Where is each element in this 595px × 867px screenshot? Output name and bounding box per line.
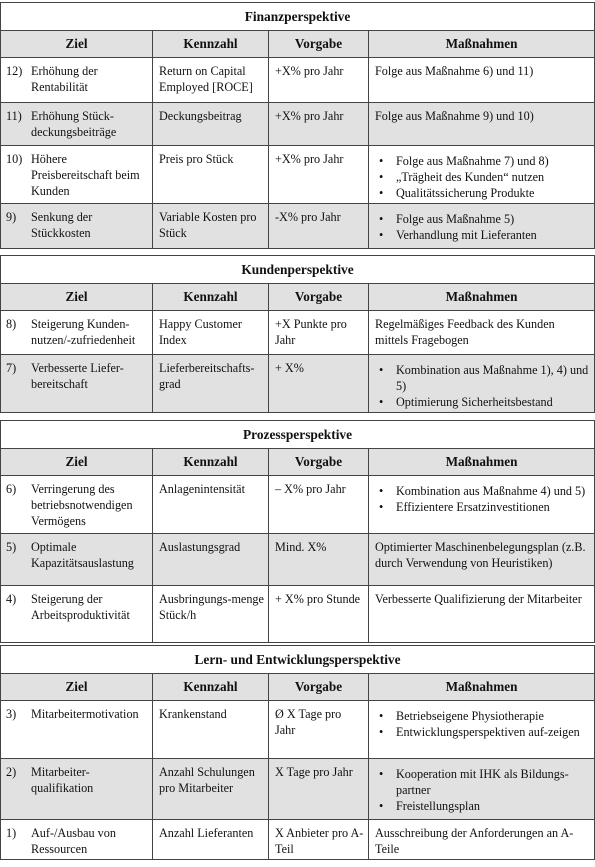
kpi-cell [153, 586, 269, 643]
goal-number: 4) [6, 592, 17, 606]
goal-number: 6) [6, 482, 17, 496]
kpi-text: Anzahl Schulungen pro Mitarbeiter [159, 765, 255, 795]
goal-number: 9) [6, 210, 17, 224]
goal-text: Senkung der Stückkosten [31, 210, 93, 240]
perspective-table [0, 255, 595, 413]
goal-cell [1, 820, 153, 860]
measure-item: • Optimierung Sicherheitsbestand [375, 394, 590, 410]
section-title: Prozessperspektive [1, 421, 595, 449]
measure-item: • Betriebseigene Physiotherapie [375, 708, 590, 724]
table-row [1, 701, 595, 759]
column-header-ziel: Ziel [1, 284, 153, 311]
column-header-ziel: Ziel [1, 674, 153, 701]
table-row [1, 58, 595, 103]
kpi-cell [153, 759, 269, 820]
kpi-text: Ausbringungs-menge Stück/h [159, 592, 264, 622]
table-row [1, 103, 595, 146]
measures-cell [369, 534, 595, 586]
kpi-cell [153, 311, 269, 355]
table-row [1, 311, 595, 355]
goal-number: 2) [6, 765, 17, 779]
section-title-row [1, 256, 595, 284]
goal-cell [1, 204, 153, 249]
kpi-cell [153, 820, 269, 860]
column-header-kennzahl: Kennzahl [153, 284, 269, 311]
target-text: Ø X Tage pro Jahr [275, 707, 342, 737]
measure-item: • Verhandlung mit Lieferanten [375, 227, 590, 243]
measures-list [375, 483, 590, 515]
kpi-text: Deckungsbeitrag [159, 109, 242, 123]
kpi-text: Preis pro Stück [159, 152, 234, 166]
kpi-text: Happy Customer Index [159, 317, 242, 347]
measures-cell [369, 311, 595, 355]
measures-cell [369, 146, 595, 204]
kpi-cell [153, 146, 269, 204]
goal-cell [1, 146, 153, 204]
goal-cell [1, 701, 153, 759]
measures-cell [369, 204, 595, 249]
measure-item: • Freistellungsplan [375, 798, 590, 814]
column-header-vorgabe: Vorgabe [269, 449, 369, 476]
target-cell [269, 204, 369, 249]
measure-item: • Folge aus Maßnahme 7) und 8) [375, 153, 590, 169]
target-cell [269, 355, 369, 413]
goal-cell [1, 759, 153, 820]
kpi-text: Anlagenintensität [159, 482, 245, 496]
measures-list [375, 153, 590, 201]
column-header-massnahmen: Maßnahmen [369, 674, 595, 701]
column-header-kennzahl: Kennzahl [153, 31, 269, 58]
perspective-table [0, 2, 595, 249]
goal-text: Auf-/Ausbau von Ressourcen [31, 826, 116, 856]
section-title: Lern- und Entwicklungsperspektive [1, 646, 595, 674]
column-header-row [1, 31, 595, 58]
goal-cell [1, 58, 153, 103]
column-header-ziel: Ziel [1, 449, 153, 476]
perspective-table [0, 420, 595, 643]
column-header-kennzahl: Kennzahl [153, 449, 269, 476]
column-header-vorgabe: Vorgabe [269, 284, 369, 311]
target-text: Mind. X% [275, 540, 327, 554]
measures-cell [369, 476, 595, 534]
measures-cell [369, 58, 595, 103]
measures-list [375, 708, 590, 740]
measures-cell [369, 586, 595, 643]
goal-text: Mitarbeitermotivation [31, 707, 139, 721]
measure-item: • Folge aus Maßnahme 5) [375, 211, 590, 227]
measures-text: Verbesserte Qualifizierung der Mitarbeiter [375, 592, 582, 606]
target-cell [269, 146, 369, 204]
goal-number: 1) [6, 826, 17, 840]
target-text: +X% pro Jahr [275, 109, 344, 123]
kpi-text: Krankenstand [159, 707, 227, 721]
goal-number: 10) [6, 152, 23, 166]
section-title: Finanzperspektive [1, 3, 595, 31]
goal-number: 7) [6, 361, 17, 375]
measures-cell [369, 103, 595, 146]
kpi-cell [153, 534, 269, 586]
column-header-row [1, 284, 595, 311]
goal-cell [1, 103, 153, 146]
goal-cell [1, 355, 153, 413]
target-text: +X Punkte pro Jahr [275, 317, 347, 347]
measures-list [375, 211, 590, 243]
measure-item: • Effizientere Ersatzinvestitionen [375, 499, 590, 515]
kpi-cell [153, 476, 269, 534]
target-cell [269, 58, 369, 103]
target-cell [269, 476, 369, 534]
measures-cell [369, 820, 595, 860]
measure-item: • Kombination aus Maßnahme 1), 4) und 5) [375, 362, 590, 394]
column-header-row [1, 449, 595, 476]
target-text: – X% pro Jahr [275, 482, 346, 496]
target-cell [269, 586, 369, 643]
goal-text: Optimale Kapazitätsauslastung [31, 540, 134, 570]
table-row [1, 355, 595, 413]
section-title-row [1, 421, 595, 449]
kpi-cell [153, 204, 269, 249]
goal-text: Steigerung der Arbeitsproduktivität [31, 592, 130, 622]
section-title-row [1, 646, 595, 674]
goal-number: 8) [6, 317, 17, 331]
goal-text: Höhere Preisbereitschaft beim Kunden [31, 152, 140, 198]
column-header-kennzahl: Kennzahl [153, 674, 269, 701]
column-header-row [1, 674, 595, 701]
measures-text: Folge aus Maßnahme 6) und 11) [375, 64, 534, 78]
goal-number: 11) [6, 109, 22, 123]
perspective-section [0, 2, 595, 249]
section-title-row [1, 3, 595, 31]
kpi-cell [153, 103, 269, 146]
perspective-section [0, 255, 595, 413]
table-row [1, 759, 595, 820]
goal-cell [1, 476, 153, 534]
column-header-vorgabe: Vorgabe [269, 31, 369, 58]
target-text: +X% pro Jahr [275, 64, 344, 78]
table-row [1, 820, 595, 860]
measures-text: Optimierter Maschinenbelegungsplan (z.B. durch Verwendung von Heuristiken) [375, 540, 586, 570]
goal-number: 5) [6, 540, 17, 554]
goal-text: Verbesserte Liefer-bereitschaft [31, 361, 124, 391]
column-header-massnahmen: Maßnahmen [369, 449, 595, 476]
target-text: + X% [275, 361, 304, 375]
section-title: Kundenperspektive [1, 256, 595, 284]
goal-cell [1, 534, 153, 586]
goal-number: 12) [6, 64, 23, 78]
column-header-ziel: Ziel [1, 31, 153, 58]
kpi-text: Return on Capital Employed [ROCE] [159, 64, 253, 94]
kpi-text: Lieferbereitschafts-grad [159, 361, 255, 391]
target-cell [269, 103, 369, 146]
target-text: -X% pro Jahr [275, 210, 341, 224]
kpi-text: Variable Kosten pro Stück [159, 210, 257, 240]
measures-text: Folge aus Maßnahme 9) und 10) [375, 109, 534, 123]
kpi-cell [153, 355, 269, 413]
target-cell [269, 701, 369, 759]
measure-item: • Kombination aus Maßnahme 4) und 5) [375, 483, 590, 499]
target-text: +X% pro Jahr [275, 152, 344, 166]
table-row [1, 146, 595, 204]
goal-text: Steigerung Kunden-nutzen/-zufriedenheit [31, 317, 136, 347]
target-cell [269, 759, 369, 820]
column-header-massnahmen: Maßnahmen [369, 284, 595, 311]
kpi-cell [153, 58, 269, 103]
measure-item: • „Trägheit des Kunden“ nutzen [375, 169, 590, 185]
target-text: + X% pro Stunde [275, 592, 361, 606]
measures-list [375, 362, 590, 410]
table-row [1, 586, 595, 643]
table-row [1, 534, 595, 586]
measure-item: • Entwicklungsperspektiven auf-zeigen [375, 724, 590, 740]
measures-cell [369, 355, 595, 413]
measure-item: • Qualitätssicherung Produkte [375, 185, 590, 201]
kpi-text: Anzahl Lieferanten [159, 826, 254, 840]
measure-item: • Kooperation mit IHK als Bildungs-partner [375, 766, 590, 798]
goal-number: 3) [6, 707, 17, 721]
kpi-text: Auslastungsgrad [159, 540, 241, 554]
table-row [1, 476, 595, 534]
column-header-vorgabe: Vorgabe [269, 674, 369, 701]
table-row [1, 204, 595, 249]
measures-text: Regelmäßiges Feedback des Kunden mittels Fragebogen [375, 317, 555, 347]
measures-list [375, 766, 590, 814]
target-cell [269, 311, 369, 355]
perspective-section [0, 420, 595, 643]
goal-cell [1, 311, 153, 355]
goal-text: Erhöhung Stück-deckungsbeiträge [31, 109, 117, 139]
measures-cell [369, 701, 595, 759]
perspective-table [0, 645, 595, 860]
target-text: X Anbieter pro A-Teil [275, 826, 364, 856]
target-text: X Tage pro Jahr [275, 765, 353, 779]
perspective-section [0, 645, 595, 860]
target-cell [269, 820, 369, 860]
goal-text: Mitarbeiter-qualifikation [31, 765, 94, 795]
goal-text: Verringerung des betriebsnotwendigen Vermögens [31, 482, 133, 528]
column-header-massnahmen: Maßnahmen [369, 31, 595, 58]
measures-text: Ausschreibung der Anforderungen an A-Teile [375, 826, 574, 856]
target-cell [269, 534, 369, 586]
kpi-cell [153, 701, 269, 759]
goal-text: Erhöhung der Rentabilität [31, 64, 98, 94]
measures-cell [369, 759, 595, 820]
goal-cell [1, 586, 153, 643]
